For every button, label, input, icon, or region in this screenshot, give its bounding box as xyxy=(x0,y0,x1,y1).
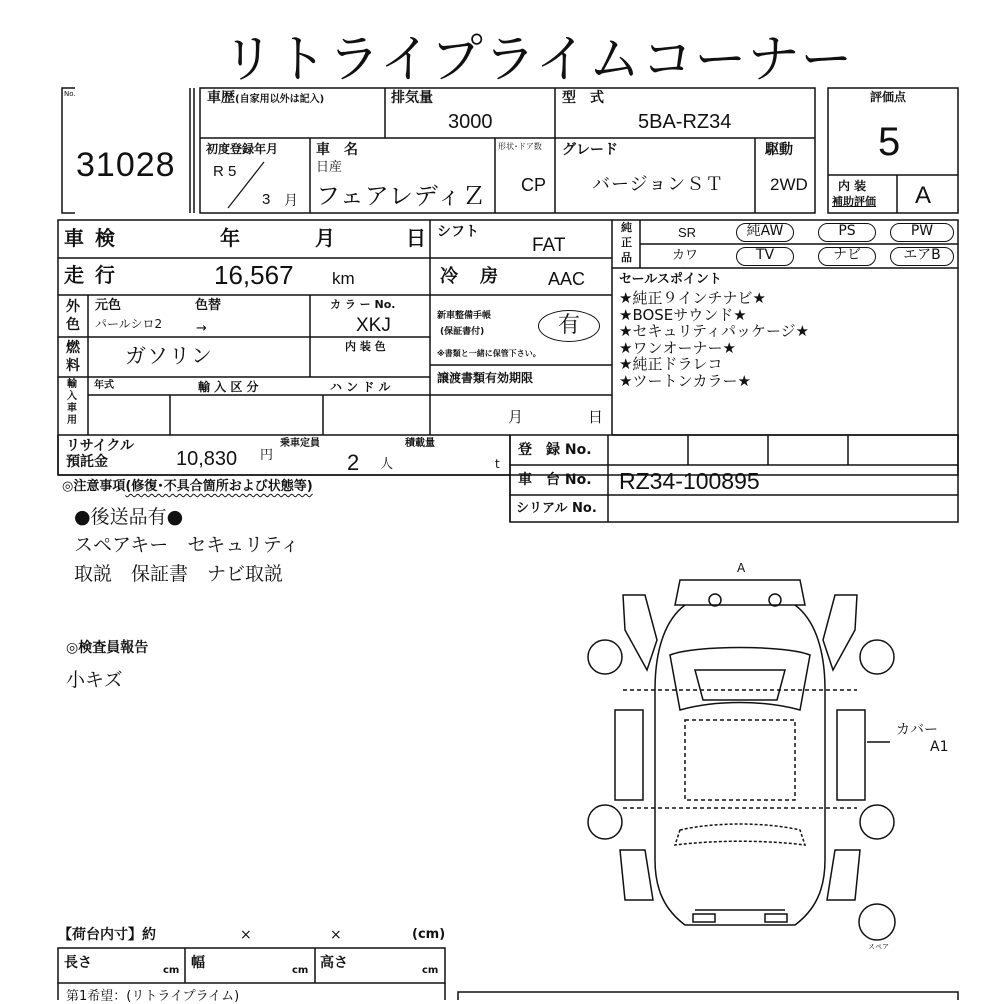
genuine-navi: ナビ xyxy=(818,247,876,266)
notes-line-3: 取説 保証書 ナビ取説 xyxy=(74,563,284,585)
orig-color-value: パールシロ2 xyxy=(95,317,163,331)
sales-points-title: セールスポイント xyxy=(619,272,722,287)
exterior-label-2: 色 xyxy=(66,317,80,333)
report-title: ◎検査員報告 xyxy=(66,640,149,656)
import-category-label: 輸 入 区 分 xyxy=(198,380,259,394)
serial-label: シリアル No. xyxy=(516,501,597,516)
spare-label: スペア xyxy=(868,943,889,951)
score-value: 5 xyxy=(878,120,901,164)
car-name-label: 車 名 xyxy=(316,142,358,158)
interior-label-1: 内 装 xyxy=(838,179,867,193)
color-code-label: カ ラ ー No. xyxy=(330,298,396,311)
sales-point-item: ★純正９インチナビ★ xyxy=(619,289,766,307)
interior-color-label: 内 装 色 xyxy=(345,340,386,353)
genuine-leather: カワ xyxy=(672,248,699,263)
mileage-label: 走 行 xyxy=(64,263,117,287)
exterior-label-1: 外 xyxy=(66,299,80,315)
diagram-side-label-1: カバー xyxy=(896,722,938,738)
cargo-width-unit: cm xyxy=(292,965,309,976)
genuine-sr: SR xyxy=(678,225,697,240)
inspection-month: 月 xyxy=(315,226,335,250)
color-code-value: XKJ xyxy=(356,315,391,336)
fuel-value: ガソリン xyxy=(125,344,213,368)
shift-value: FAT xyxy=(532,235,566,256)
chassis-label: 車 台 No. xyxy=(518,472,592,488)
recycle-value: 10,830 xyxy=(176,448,238,470)
notes-line-2: スペアキー セキュリティ xyxy=(74,534,300,556)
shape-value: CP xyxy=(521,175,547,195)
footer-partial-text: 第1希望：(リトライプライム) xyxy=(66,989,240,1004)
lot-label: No. xyxy=(64,90,76,98)
model-label: 型 式 xyxy=(562,90,604,106)
diagram-top-label: A xyxy=(737,561,746,575)
sales-points-list xyxy=(619,290,809,389)
first-reg-label: 初度登録年月 xyxy=(206,142,279,156)
color-change-arrow: → xyxy=(196,321,207,336)
auction-house-title: リトライプライムコーナー xyxy=(222,30,854,90)
genuine-label-1: 純 xyxy=(621,221,632,234)
notes-title: ◎注意事項(修復･不具合箇所および状態等) xyxy=(62,479,313,494)
genuine-ps: PS xyxy=(818,223,876,242)
mileage-unit: km xyxy=(332,269,355,288)
car-maker: 日産 xyxy=(316,160,343,175)
cargo-length-label: 長さ xyxy=(64,955,92,971)
inspection-label: 車 検 xyxy=(64,226,117,250)
capacity-value: 2 xyxy=(347,450,360,475)
manual-value-circled: 有 xyxy=(538,310,600,342)
import-year-label: 年式 xyxy=(94,380,114,391)
sales-point-item: ★ツートンカラー★ xyxy=(619,371,751,390)
interior-score: A xyxy=(915,182,932,209)
car-inspection-diagram xyxy=(585,560,985,960)
transfer-day: 日 xyxy=(588,408,604,426)
import-label-1: 輸 xyxy=(67,379,77,390)
genuine-pw: PW xyxy=(890,223,954,242)
manual-label-1: 新車整備手帳 xyxy=(437,311,492,321)
cargo-unit: (cm) xyxy=(412,927,446,942)
recycle-unit: 円 xyxy=(260,448,274,463)
displacement-label: 排気量 xyxy=(391,90,433,106)
displacement-value: 3000 xyxy=(448,111,493,133)
mileage-value: 16,567 xyxy=(214,260,294,290)
import-label-4: 用 xyxy=(67,415,77,426)
manual-label-2: (保証書付) xyxy=(440,327,485,337)
capacity-unit: 人 xyxy=(380,457,394,472)
cargo-width-label: 幅 xyxy=(191,955,205,971)
first-reg-month: 3 xyxy=(262,191,271,208)
notes-line-1: ●後送品有● xyxy=(74,506,184,528)
cargo-x1: × xyxy=(240,927,252,943)
genuine-airbag: エアB xyxy=(890,247,954,266)
registration-label: 登 録 No. xyxy=(518,442,592,458)
color-change-label: 色替 xyxy=(195,298,222,313)
first-reg-slash xyxy=(226,160,266,210)
grade-value: バージョンＳＴ xyxy=(592,174,725,195)
sales-point-item: ★純正ドラレコ xyxy=(619,355,723,373)
fuel-label-2: 料 xyxy=(66,358,80,374)
fuel-label-1: 燃 xyxy=(66,340,80,356)
load-label: 積載量 xyxy=(405,438,435,449)
cargo-height-unit: cm xyxy=(422,965,439,976)
aircon-value: AAC xyxy=(548,269,586,289)
chassis-value: RZ34-100895 xyxy=(619,468,760,494)
cargo-x2: × xyxy=(330,927,342,943)
shape-label: 形状･ドア数 xyxy=(498,142,542,151)
model-value: 5BA-RZ34 xyxy=(638,111,732,133)
cargo-height-label: 高さ xyxy=(320,955,348,971)
aircon-label: 冷 房 xyxy=(440,266,500,287)
recycle-label-1: リサイクル xyxy=(66,438,135,454)
car-name: フェアレディＺ xyxy=(316,182,487,210)
import-label-3: 車 xyxy=(67,403,77,414)
report-text: 小キズ xyxy=(66,669,123,691)
lot-number: 31028 xyxy=(76,146,176,184)
handle-label: ハ ン ド ル xyxy=(330,380,391,394)
genuine-tv: TV xyxy=(736,247,794,266)
inspection-day: 日 xyxy=(406,226,426,250)
first-reg-era: R 5 xyxy=(213,163,237,180)
load-unit: t xyxy=(495,457,500,471)
sales-point-item: ★セキュリティパッケージ★ xyxy=(619,322,810,340)
cargo-length-unit: cm xyxy=(163,965,180,976)
drive-label: 駆動 xyxy=(765,142,793,158)
manual-note: ※書類と一緒に保管下さい。 xyxy=(437,349,541,358)
drive-value: 2WD xyxy=(770,175,808,194)
transfer-month: 月 xyxy=(508,408,524,426)
score-label: 評価点 xyxy=(870,90,907,104)
sales-point-item: ★ワンオーナー★ xyxy=(619,338,736,357)
transfer-label: 譲渡書類有効期限 xyxy=(437,371,534,385)
genuine-aw-circled: 純AW xyxy=(736,223,794,242)
import-label-2: 入 xyxy=(67,391,77,402)
diagram-side-label-2: A1 xyxy=(930,739,949,755)
genuine-label-3: 品 xyxy=(621,251,632,264)
history-label: 車歴(自家用以外は記入) xyxy=(207,90,325,106)
capacity-label: 乗車定員 xyxy=(280,438,320,449)
shift-label: シフト xyxy=(437,224,479,240)
cargo-title: 【荷台内寸】約 xyxy=(58,927,156,943)
inspection-year: 年 xyxy=(220,226,240,250)
grade-label: グレード xyxy=(562,142,618,158)
genuine-label-2: 正 xyxy=(621,236,632,249)
interior-label-2: 補助評価 xyxy=(832,195,876,208)
orig-color-label: 元色 xyxy=(95,298,122,313)
recycle-label-2: 預託金 xyxy=(66,454,108,470)
first-reg-month-unit: 月 xyxy=(284,193,298,209)
sales-point-item: ★BOSEサウンド★ xyxy=(619,305,747,324)
